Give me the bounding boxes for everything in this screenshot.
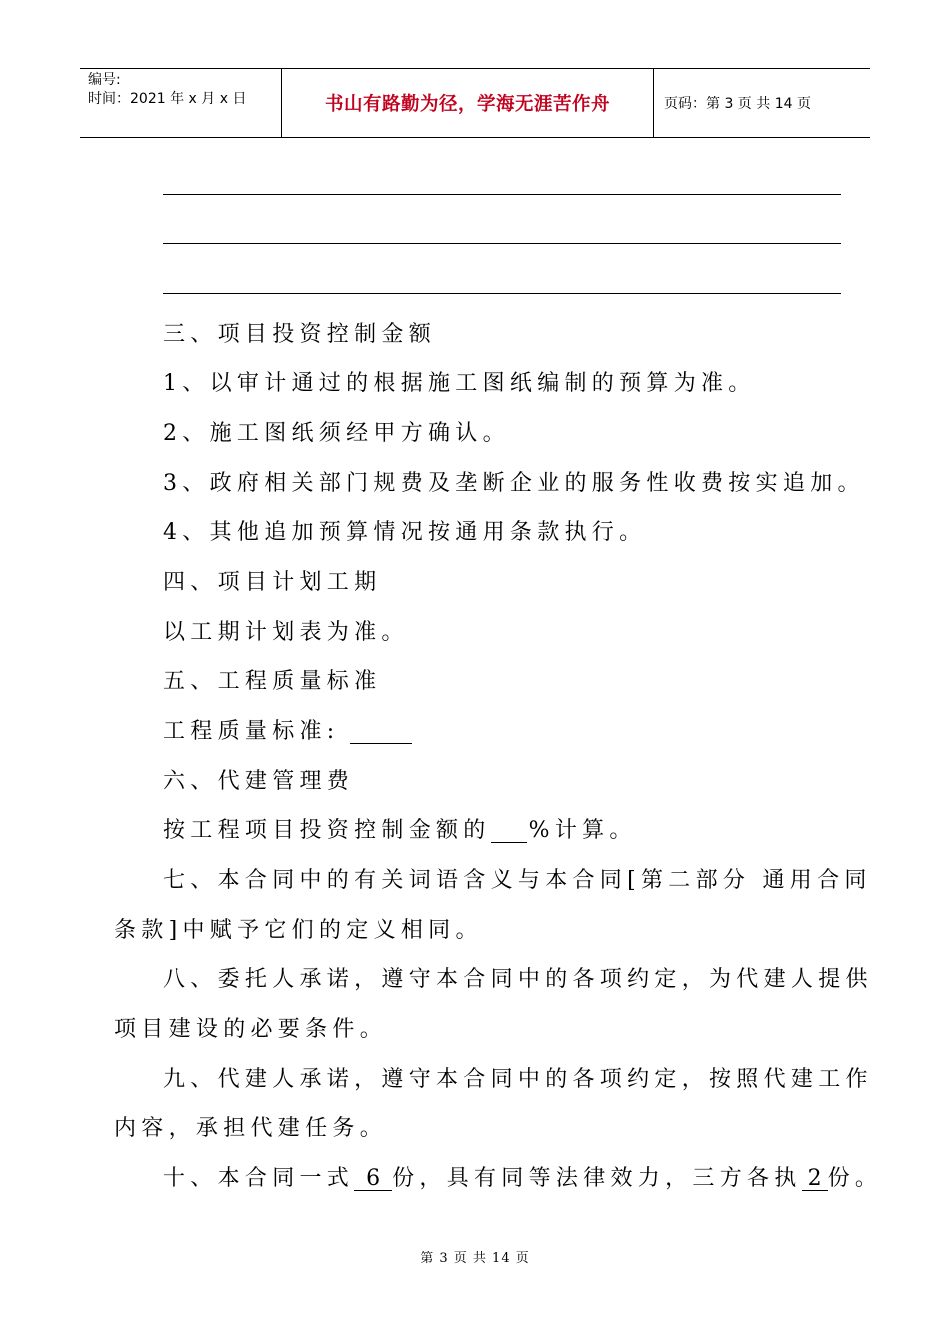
section-3-item-3: 3、政府相关部门规费及垄断企业的服务性收费按实追加。: [163, 471, 865, 496]
section-3-item-1: 1、以审计通过的根据施工图纸编制的预算为准。: [163, 371, 756, 396]
header-motto: 书山有路勤为径，学海无涯苦作舟: [324, 94, 610, 115]
blank-line-3: [163, 293, 841, 294]
blank-line-1: [163, 194, 841, 195]
copies-text-1: 十、本合同一式: [163, 1166, 355, 1191]
header-meta: [80, 69, 281, 137]
section-9-line-1: 九、代建人承诺，遵守本合同中的各项约定，按照代建工作: [163, 1067, 873, 1092]
section-9-line-2: 内容，承担代建任务。: [114, 1116, 388, 1141]
blank-line-2: [163, 243, 841, 244]
page-header: [80, 68, 870, 138]
fee-text-after: %计算。: [528, 818, 637, 843]
section-3-item-4: 4、其他追加预算情况按通用条款执行。: [163, 520, 647, 545]
section-6-heading: 六、代建管理费: [163, 769, 355, 794]
section-7-line-1: 七、本合同中的有关词语含义与本合同[第二部分 通用合同: [163, 868, 872, 893]
header-motto-cell: [281, 69, 654, 137]
section-10-text: [163, 1166, 882, 1192]
page-footer: 第 3 页 共 14 页: [420, 1251, 530, 1266]
section-6-text: [163, 818, 637, 844]
header-page-cell: [654, 69, 870, 137]
quality-standard-blank: [350, 721, 412, 744]
quality-standard-label: 工程质量标准:: [163, 719, 340, 744]
section-3-item-2: 2、施工图纸须经甲方确认。: [163, 421, 510, 446]
section-8-line-2: 项目建设的必要条件。: [114, 1017, 388, 1042]
document-number-label: 编号:: [88, 72, 121, 88]
section-7-line-2: 条款]中赋予它们的定义相同。: [114, 918, 483, 943]
section-4-text: 以工期计划表为准。: [163, 620, 409, 645]
section-8-line-1: 八、委托人承诺，遵守本合同中的各项约定，为代建人提供: [163, 967, 873, 992]
copies-text-3: 份。: [827, 1166, 883, 1191]
fee-percent-blank: [491, 820, 527, 843]
header-page-number: 页码：第 3 页 共 14 页: [664, 96, 811, 112]
section-4-heading: 四、项目计划工期: [163, 570, 382, 595]
copies-text-2: 份，具有同等法律效力，三方各执: [392, 1166, 802, 1191]
copies-each-value: 2: [802, 1168, 828, 1191]
copies-total-value: 6: [354, 1168, 392, 1191]
section-5-text: [163, 719, 412, 745]
document-time-label: 时间：2021 年 x 月 x 日: [88, 91, 247, 107]
fee-text-before: 按工程项目投资控制金额的: [163, 818, 491, 843]
section-5-heading: 五、工程质量标准: [163, 669, 382, 694]
section-3-heading: 三、项目投资控制金额: [163, 322, 437, 347]
